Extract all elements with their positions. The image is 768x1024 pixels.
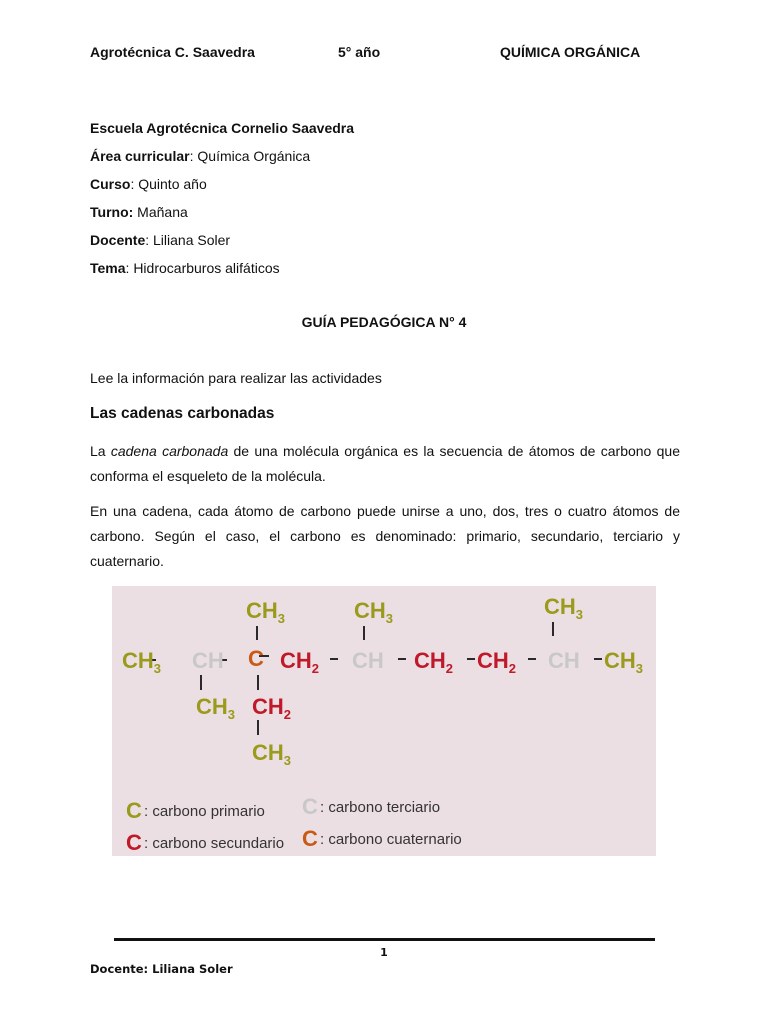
group-ch3-left bbox=[122, 648, 161, 676]
info-area: Área curricular: Química Orgánica bbox=[90, 148, 311, 164]
carbon-chain-figure bbox=[112, 586, 656, 856]
svg-text:CH3: $CH_3$ bbox=[122, 648, 162, 676]
group-ch-3 bbox=[548, 648, 580, 673]
legend-quaternary-icon: C bbox=[302, 826, 318, 851]
group-ch2-2 bbox=[414, 648, 453, 676]
svg-text:CH3: $CH_3$ bbox=[246, 598, 286, 626]
page-number: 1 bbox=[380, 946, 388, 959]
svg-text:CH3: $CH_3$ bbox=[544, 594, 584, 622]
footer-divider bbox=[114, 938, 655, 941]
group-ch2-1 bbox=[280, 648, 319, 676]
info-shift: Turno: Mañana bbox=[90, 204, 188, 220]
svg-text:CH3: $CH_3$ bbox=[354, 598, 394, 626]
svg-text:CH2: $CH_2$ bbox=[414, 648, 454, 676]
svg-text:CH2: $CH_2$ bbox=[280, 648, 320, 676]
info-topic: Tema: Hidrocarburos alifáticos bbox=[90, 260, 280, 276]
legend-quaternary: : carbono cuaternario bbox=[320, 831, 462, 848]
group-ch2-3 bbox=[477, 648, 516, 676]
svg-text:C: C bbox=[248, 646, 264, 671]
guide-title: GUÍA PEDAGÓGICA N° 4 bbox=[301, 314, 467, 330]
group-ch2-bottom bbox=[252, 694, 291, 722]
group-c-quaternary bbox=[248, 646, 264, 671]
svg-text:CH3: $CH_3$ bbox=[196, 694, 236, 722]
group-ch3-top-2 bbox=[354, 598, 393, 626]
svg-text:CH2: $CH_2$ bbox=[252, 694, 292, 722]
header-school: Agrotécnica C. Saavedra bbox=[90, 44, 255, 60]
group-ch-1 bbox=[192, 648, 224, 673]
svg-text:CH3: $CH_3$ bbox=[604, 648, 644, 676]
info-teacher: Docente: Liliana Soler bbox=[90, 232, 231, 248]
intro-text: Lee la información para realizar las actividades bbox=[90, 370, 382, 386]
group-ch3-bottom-1 bbox=[196, 694, 235, 722]
header-year: 5° año bbox=[338, 44, 381, 60]
legend-secondary-icon: C bbox=[126, 830, 142, 855]
svg-text:CH: CH bbox=[192, 648, 224, 673]
section-title: Las cadenas carbonadas bbox=[90, 405, 275, 422]
legend-primary-icon: C bbox=[126, 798, 142, 823]
legend-tertiary: : carbono terciario bbox=[320, 799, 441, 816]
group-ch3-bottom-2 bbox=[252, 740, 291, 768]
group-ch3-right bbox=[604, 648, 643, 676]
info-course: Curso: Quinto año bbox=[90, 176, 207, 192]
group-ch3-top-1 bbox=[246, 598, 285, 626]
svg-text:CH: CH bbox=[548, 648, 580, 673]
legend-primary: : carbono primario bbox=[144, 803, 265, 820]
footer-teacher: Docente: Liliana Soler bbox=[90, 962, 233, 976]
svg-text:CH3: $CH_3$ bbox=[252, 740, 292, 768]
group-ch3-top-3 bbox=[544, 594, 583, 622]
header-subject: QUÍMICA ORGÁNICA bbox=[500, 44, 641, 60]
legend-tertiary-icon: C bbox=[302, 794, 318, 819]
svg-text:CH2: $CH_2$ bbox=[477, 648, 517, 676]
svg-text:CH: CH bbox=[352, 648, 384, 673]
group-ch-2 bbox=[352, 648, 384, 673]
legend-secondary: : carbono secundario bbox=[144, 835, 285, 852]
school-name: Escuela Agrotécnica Cornelio Saavedra bbox=[90, 120, 355, 136]
paragraph-definition: La cadena carbonada de una molécula orgánica es la secuencia de átomos de carbono que conforma el esqueleto de la molécula. bbox=[90, 443, 680, 484]
paragraph-classification: En una cadena, cada átomo de carbono puede unirse a uno, dos, tres o cuatro átomos de carbono. Según el caso, el carbono es denominado: primario, secundario, terciario y cuaternario. bbox=[90, 503, 680, 569]
